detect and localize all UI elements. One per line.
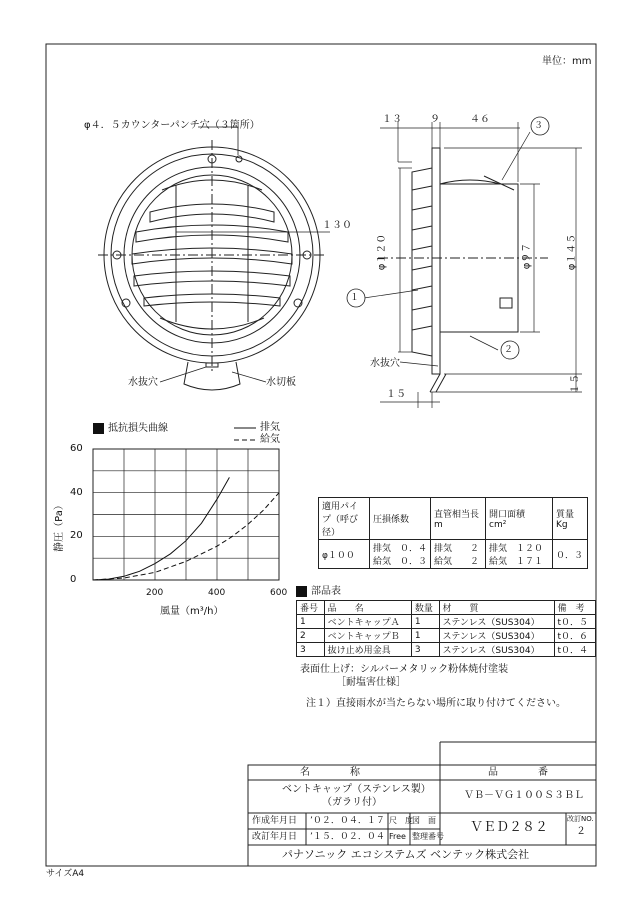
spec-area (486, 540, 553, 569)
finish-note-2: ［耐塩害仕様］ (336, 677, 406, 688)
spec-table (318, 497, 588, 569)
product-name: ベントキャップ（ステンレス製） (282, 784, 431, 795)
parts-title: 部品表 (311, 586, 341, 597)
y-axis-label: 静圧（Pa） (53, 500, 65, 552)
scale-label: 尺 度 (389, 816, 413, 825)
water-cut-label: 水切板 (266, 377, 296, 388)
parts-cell: t０．６ (554, 629, 596, 643)
rev-label: 改訂NO. (567, 815, 594, 823)
dim-13: １３ (382, 114, 402, 125)
drawing-number: ＶＥＤ２８２ (470, 820, 549, 835)
front-drain-hole-label: 水抜穴 (128, 377, 158, 388)
spec-length-supply: 給気 ２ (434, 557, 480, 567)
parts-cell: 1 (411, 629, 439, 643)
parts-cell: ステンレス（SUS304） (439, 629, 554, 643)
parts-cell: 3 (297, 643, 325, 657)
spec-header-length: 直管相当長 m (431, 498, 486, 540)
spec-length-exhaust: 排気 ２ (434, 544, 480, 554)
spec-loss-supply: 給気 ０．３ (373, 557, 428, 567)
part-number: ＶＢ－ＶＧ１００Ｓ３ＢＬ (464, 790, 584, 801)
parts-cell: 抜け止め用金具 (324, 643, 411, 657)
y-tick-label: 60 (70, 443, 83, 454)
spec-header-loss: 圧損係数 (370, 498, 431, 540)
spec-area-supply: 給気 １７１ (489, 557, 544, 567)
parts-header-no: 番号 (297, 601, 325, 615)
hole-note: φ４．５カウンターパンチ穴（３箇所） (84, 120, 260, 131)
graph-title: 抵抗損失曲線 (108, 423, 168, 434)
number-label: 品 番 (488, 767, 548, 778)
created-label: 作成年月日 (252, 816, 298, 826)
dim-145: φ１４５ (566, 233, 578, 271)
table-row (297, 643, 596, 657)
name-label: 名 称 (300, 767, 360, 778)
parts-cell: ステンレス（SUS304） (439, 643, 554, 657)
legend-supply: 給気 (260, 434, 280, 445)
dim-120: φ１２０ (376, 233, 388, 271)
parts-cell: t０．５ (554, 615, 596, 629)
legend-exhaust: 排気 (260, 422, 280, 433)
table-row (297, 615, 596, 629)
parts-cell: 3 (411, 643, 439, 657)
spec-area-exhaust: 排気 １２０ (489, 544, 544, 554)
parts-header-row (297, 601, 596, 615)
y-tick-label: 40 (70, 486, 83, 498)
chart-grid (93, 449, 279, 580)
front-view (98, 140, 326, 390)
finish-note: 表面仕上げ：シルバーメタリック粉体焼付塗装 (300, 664, 509, 675)
spec-loss (370, 540, 431, 569)
note-1: 注１）直接雨水が当たらない場所に取り付けてください。 (306, 698, 566, 709)
dim-46: ４６ (470, 114, 490, 125)
spec-pipe: φ１００ (319, 540, 370, 569)
drawing-label: 図 面 (412, 816, 436, 825)
rev-value: ２ (576, 826, 586, 837)
dim-9: ９ (430, 114, 440, 125)
dim-130: １３０ (322, 220, 352, 231)
product-name-2: （ガラリ付） (322, 797, 382, 808)
parts-table (296, 600, 596, 657)
parts-header-material: 材 質 (439, 601, 554, 615)
balloon-2-label: ２ (504, 345, 514, 355)
x-axis-label: 風量（m³/h） (160, 606, 224, 617)
spec-header-area: 開口面積 cm² (486, 498, 553, 540)
y-tick-label: 0 (70, 574, 77, 585)
spec-header-pipe: 適用パイプ（呼び径） (319, 498, 370, 540)
revised-date: ’１５．０２．０４ (310, 832, 385, 842)
dim-15-right: １５ (570, 374, 581, 394)
spec-header-mass: 質量 Kg (553, 498, 588, 540)
y-tick-label: 20 (70, 530, 83, 542)
x-tick-label: 200 (146, 588, 164, 598)
balloon-1-label: １ (350, 293, 360, 303)
table-row (297, 629, 596, 643)
parts-cell: 2 (297, 629, 325, 643)
parts-header-name: 品 名 (324, 601, 411, 615)
created-date: ’０２．０４．１７ (310, 816, 385, 826)
x-tick-label: 600 (270, 588, 288, 598)
spec-length (431, 540, 486, 569)
scale-value: Free (389, 832, 406, 841)
resistance-chart (93, 423, 279, 580)
parts-title-marker-icon (296, 586, 307, 597)
title-marker-icon (93, 423, 104, 434)
dim-97: φ９７ (521, 242, 533, 270)
parts-header-note: 備 考 (554, 601, 596, 615)
revised-label: 改訂年月日 (252, 832, 298, 842)
control-label: 整理番号 (412, 832, 444, 841)
x-tick-label: 400 (208, 588, 226, 598)
spec-loss-exhaust: 排気 ０．４ (373, 544, 428, 554)
parts-cell: ステンレス（SUS304） (439, 615, 554, 629)
dim-15-bottom: １５ (386, 389, 406, 400)
paper-size: サイズA4 (46, 869, 85, 879)
spec-mass: ０．３ (553, 540, 588, 569)
parts-header-qty: 数量 (411, 601, 439, 615)
side-view (378, 148, 548, 392)
drawing-frame (46, 44, 596, 866)
parts-cell: 1 (297, 615, 325, 629)
company-name: パナソニック エコシステムズ ベンテック株式会社 (282, 848, 530, 861)
balloon-3-label: ３ (534, 121, 544, 131)
parts-cell: 1 (411, 615, 439, 629)
parts-cell: ベントキャップＡ (324, 615, 411, 629)
parts-cell: ベントキャップＢ (324, 629, 411, 643)
unit-label: 単位：mm (542, 56, 592, 67)
side-drain-hole-label: 水抜穴 (370, 358, 400, 369)
parts-cell: t０．４ (554, 643, 596, 657)
